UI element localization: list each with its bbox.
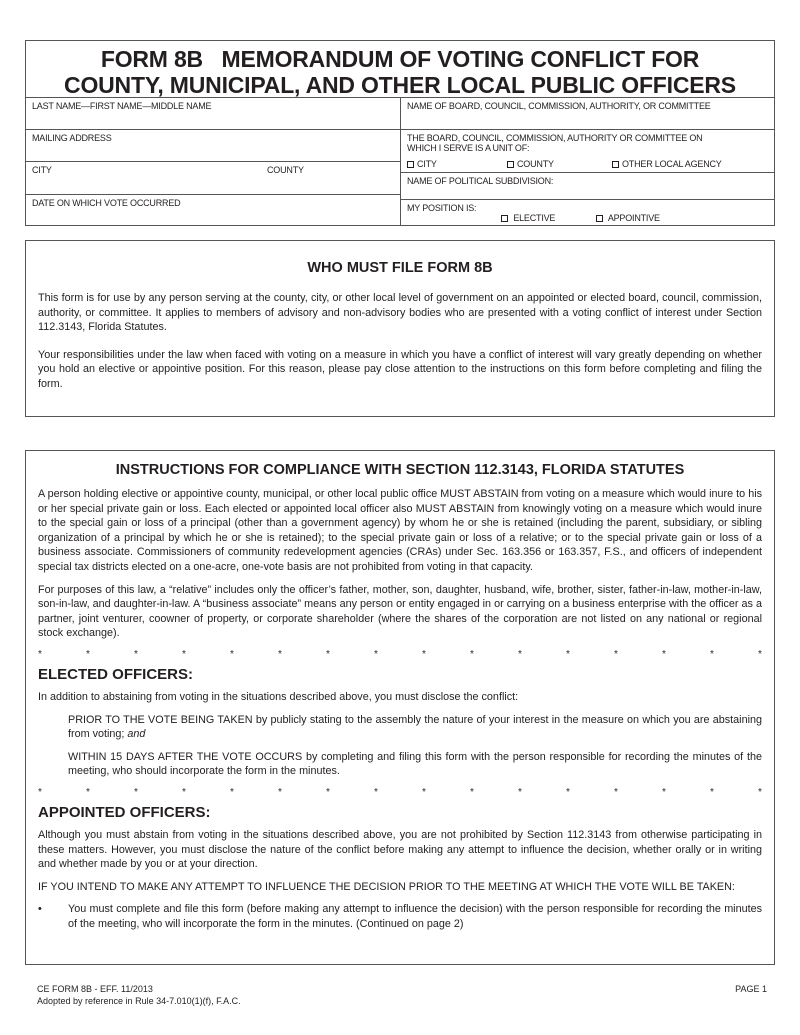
vote-date-field[interactable]: DATE ON WHICH VOTE OCCURRED (32, 198, 181, 208)
elected-officers-heading: ELECTED OFFICERS: (38, 665, 194, 683)
bullet-icon: • (38, 903, 42, 916)
checkbox-icon (501, 215, 508, 222)
city-checkbox[interactable]: CITY (407, 159, 437, 169)
city-county-field[interactable]: CITY COUNTY (26, 162, 400, 195)
checkbox-icon (612, 161, 619, 168)
unit-of-field: THE BOARD, COUNCIL, COMMISSION, AUTHORITY OR COMMITTEE ON WHICH I SERVE IS A UNIT OF: CITY COUNTY OTHER LOCAL AGENCY (401, 130, 774, 173)
star-divider: * * * * * * * * * * * * * * * * (38, 648, 762, 660)
form-title: FORM 8B MEMORANDUM OF VOTING CONFLICT FOR COUNTY, MUNICIPAL, AND OTHER LOCAL PUBLIC OFFICERS (64, 46, 736, 98)
elective-checkbox[interactable]: ELECTIVE (501, 213, 555, 223)
address-field[interactable]: MAILING ADDRESS (26, 130, 400, 162)
checkbox-icon (407, 161, 414, 168)
star-divider: * * * * * * * * * * * * * * * * (38, 786, 762, 798)
page-number: PAGE 1 (735, 984, 767, 994)
position-field: MY POSITION IS: ELECTIVE APPOINTIVE (407, 203, 660, 223)
checkbox-icon (507, 161, 514, 168)
appointed-officers-heading: APPOINTED OFFICERS: (38, 803, 211, 821)
footer-left: CE FORM 8B - EFF. 11/2013 Adopted by reference in Rule 34-7.010(1)(f), F.A.C. (37, 984, 241, 1006)
who-heading: WHO MUST FILE FORM 8B (307, 260, 493, 276)
board-name-field[interactable]: NAME OF BOARD, COUNCIL, COMMISSION, AUTHORITY, OR COMMITTEE (401, 98, 774, 130)
subdivision-field[interactable]: NAME OF POLITICAL SUBDIVISION: (401, 173, 774, 200)
instructions-heading: INSTRUCTIONS FOR COMPLIANCE WITH SECTION 112.3143, FLORIDA STATUTES (115, 462, 685, 478)
name-field[interactable]: LAST NAME—FIRST NAME—MIDDLE NAME (26, 98, 400, 130)
checkbox-icon (596, 215, 603, 222)
instructions-section: INSTRUCTIONS FOR COMPLIANCE WITH SECTION 112.3143, FLORIDA STATUTES A person holding elective or appointive county, municipal, or other local public office MUST ABSTAIN from voting on a measure which would inure to his or her special private gain or loss. Each elected or appointed local officer also MUST ABSTAIN from knowingly voting on a measure which would inure to the special gain or loss of a principal (other than a government agency) by whom he or she is retained (including the parent, subsidiary, or sibling organization of a principal by which he or she is retained); to the special private gain or loss of a relative; or to the special private gain or loss of a business associate. Commissioners of community redevelopment agencies (CRAs) under Sec. 163.356 or 163.357, F.S., and officers of independent special tax districts elected on a one-acre, one-vote basis are not prohibited from voting in that capacity. For purposes of this law, a “relative” includes only the officer’s father, mother, son, daughter, husband, wife, brother, sister, father-in-law, mother-in-law, son-in-law, and daughter-in-law. A “business associate” means any person or entity engaged in or carrying on a business enterprise with the officer as a partner, joint venturer, coowner of property, or corporate shareholder (where the shares of the corporation are not listed on any national or regional stock exchange). * * * * * * * * * * * * * * * * ELECTED OFFICERS: In addition to abstaining from voting in the situations described above, you must disclose the conflict: PRIOR TO THE VOTE BEING TAKEN by publicly stating to the assembly the nature of your interest in the measure on which you are abstaining from voting; and WITHIN 15 DAYS AFTER THE VOTE OCCURS by completing and filing this form with the person responsible for recording the minutes of the meeting, who should incorporate the form in the minutes. * * * * * * * * * * * * * * * * APPOINTED OFFICERS: Although you must abstain from voting in the situations described above, you are not prohibited by Section 112.3143 from otherwise participating in these matters. However, you must disclose the nature of the conflict before making any attempt to influence the decision, whether orally or in writing and whether made by you or at your direction. IF YOU INTEND TO MAKE ANY ATTEMPT TO INFLUENCE THE DECISION PRIOR TO THE MEETING AT WHICH THE VOTE WILL BE TAKEN: • You must complete and file this form (before making any attempt to influence the decision) with the person responsible for recording the minutes of the meeting, who will incorporate the form in the minutes. (Continued on page 2) (25, 450, 775, 965)
other-agency-checkbox[interactable]: OTHER LOCAL AGENCY (612, 159, 722, 169)
county-checkbox[interactable]: COUNTY (507, 159, 554, 169)
appointive-checkbox[interactable]: APPOINTIVE (596, 213, 660, 223)
bullet-item: • You must complete and file this form (before making any attempt to influence the decision) with the person responsible for recording the minutes of the meeting, who will incorporate the form in the minutes. (Continued on page 2) (38, 903, 762, 930)
form-header (25, 40, 775, 226)
who-must-file-section: WHO MUST FILE FORM 8B This form is for use by any person serving at the county, city, or other local level of government on an appointed or elected board, council, commission, authority, or committee. It applies to members of advisory and non-advisory bodies who are presented with a voting conflict of interest under Section 112.3143, Florida Statutes. Your responsibilities under the law when faced with voting on a measure in which you have a conflict of interest will vary greatly depending on whether you hold an elective or appointive position. For this reason, please pay close attention to the instructions on this form before completing and filing the form. (25, 240, 775, 417)
